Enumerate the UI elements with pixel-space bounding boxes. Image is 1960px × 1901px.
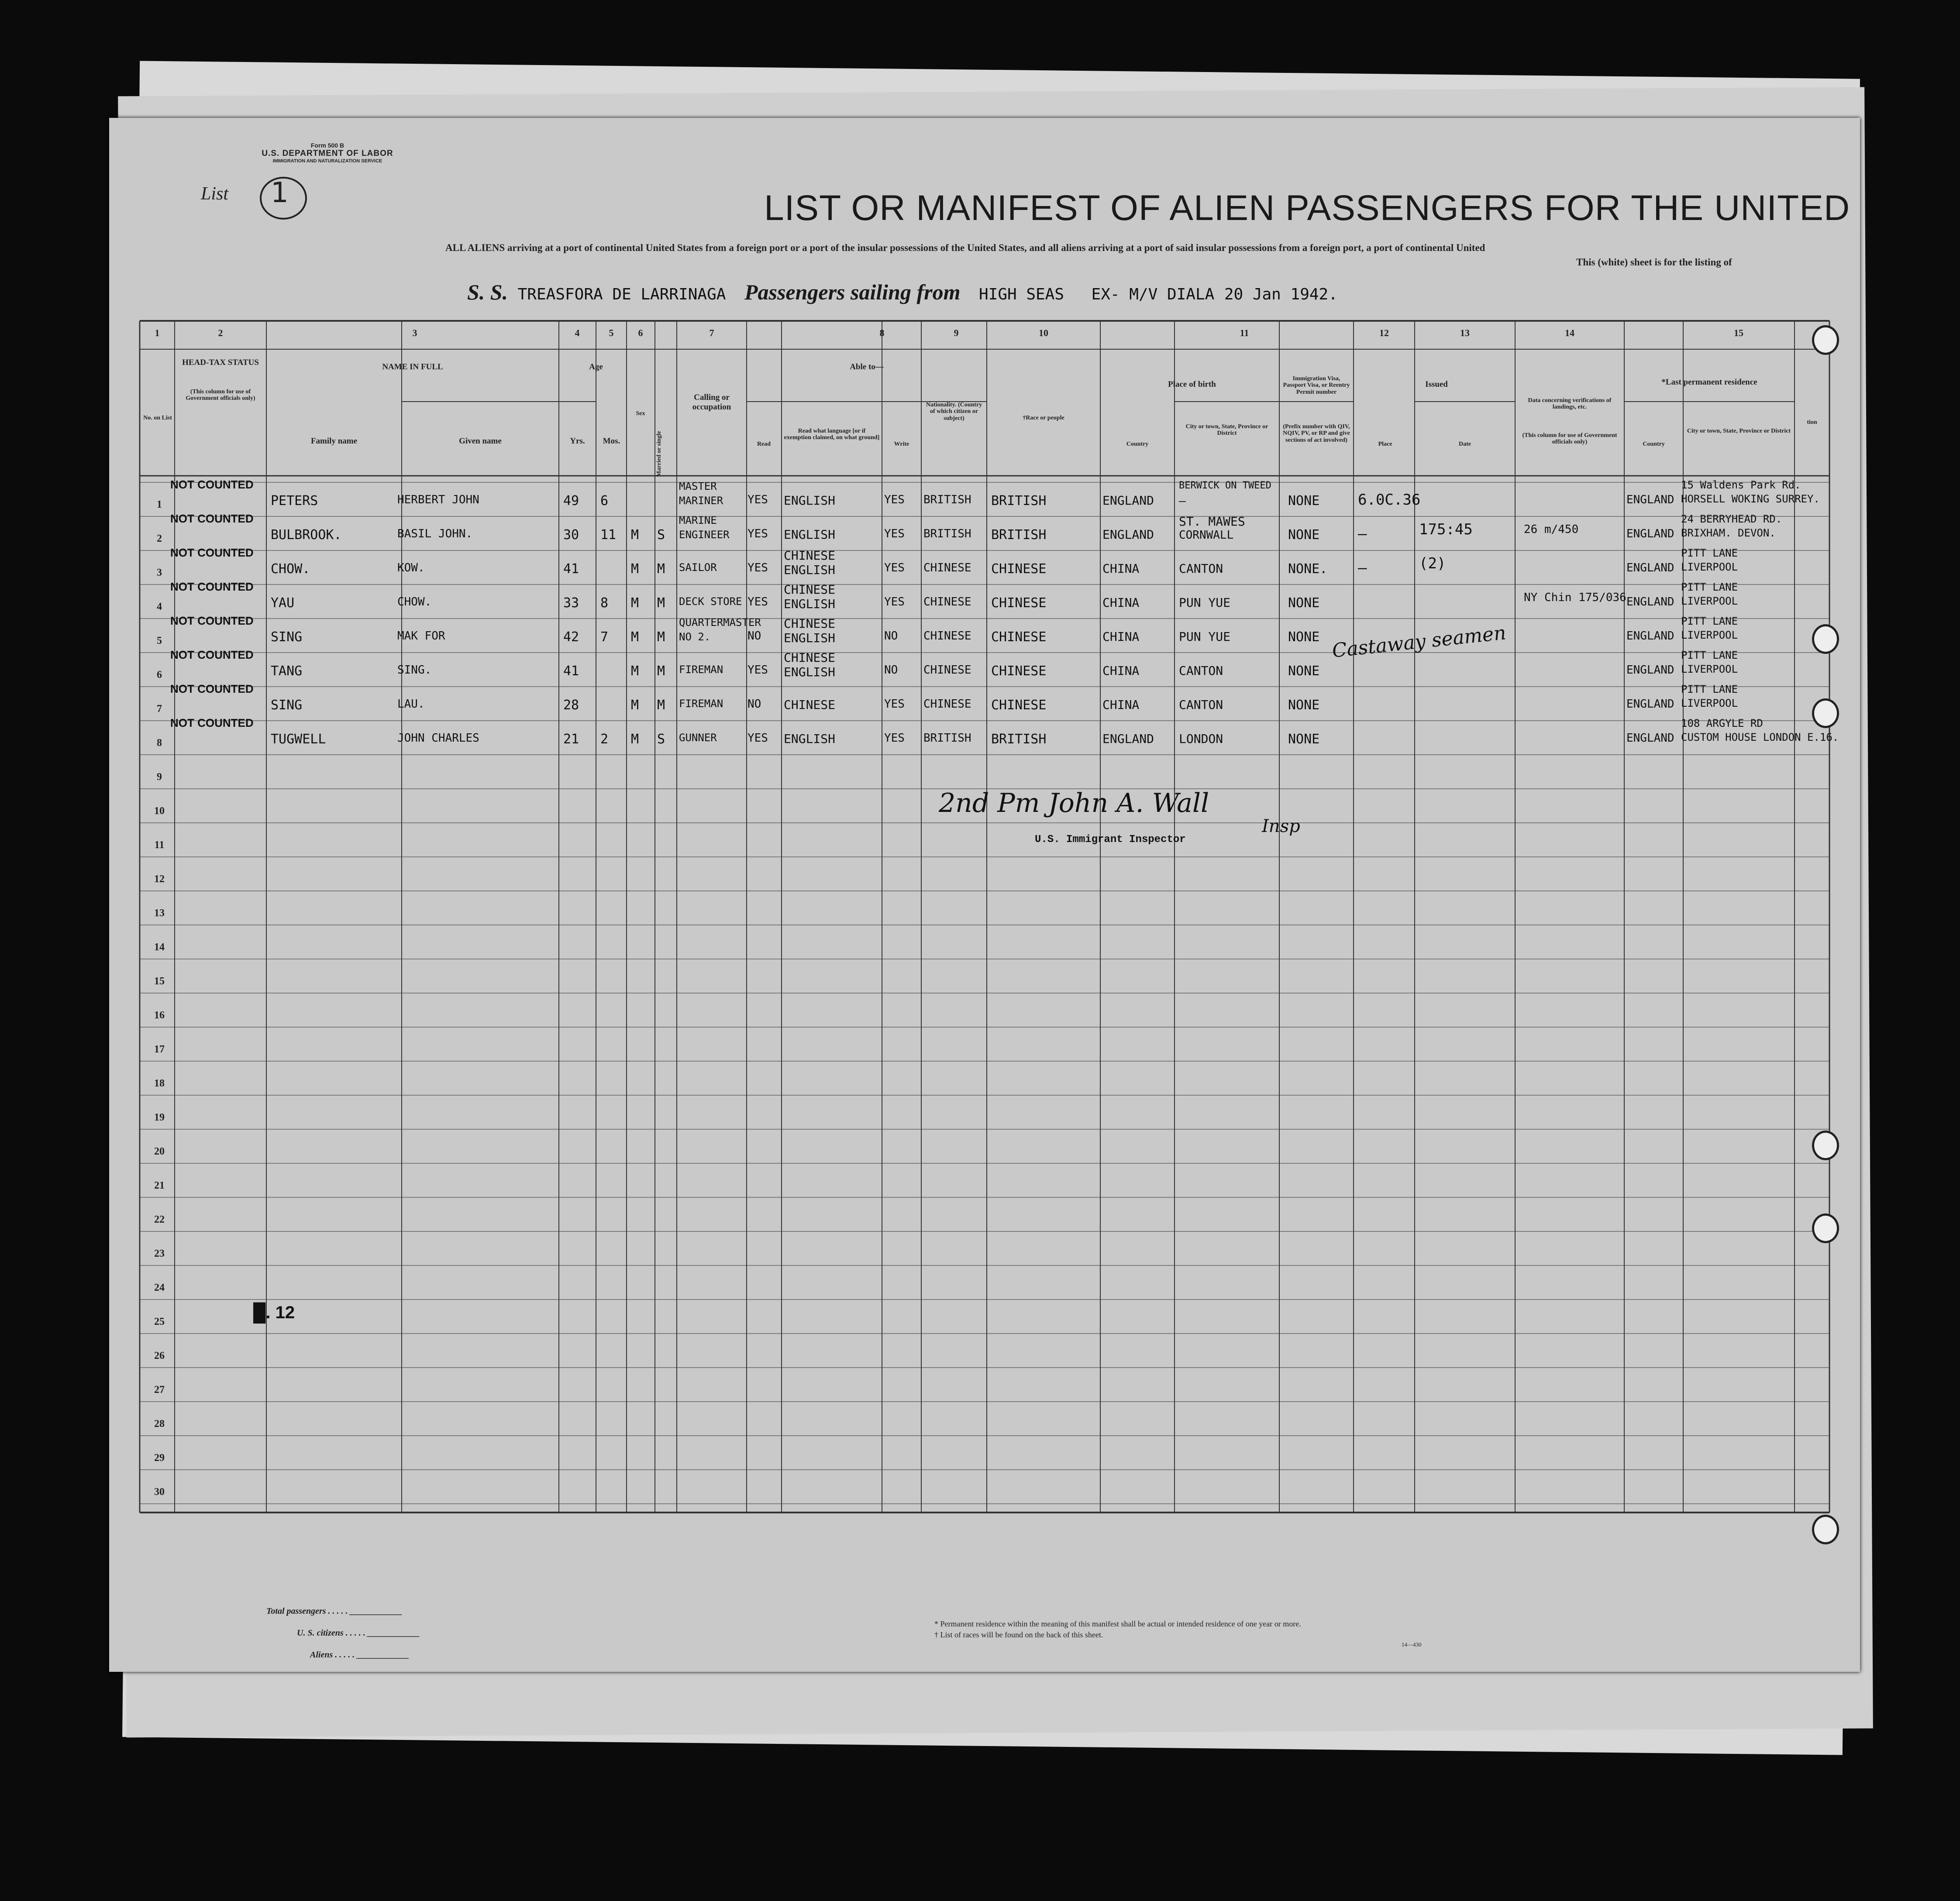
header-cut-off: tion [1807, 419, 1817, 426]
cell-lang: CHINESE [784, 650, 836, 665]
header-res-city: City or town, State, Province or District [1687, 428, 1791, 434]
header-last-residence: *Last permanent residence [1661, 378, 1757, 387]
cell-mos: 7 [600, 629, 609, 645]
punch-hole-icon [1812, 1213, 1839, 1243]
cell-family: TANG [271, 663, 303, 679]
cell-given: HERBERT JOHN [397, 493, 479, 506]
cell-status: NOT COUNTED [170, 478, 254, 491]
cell-res-country: ENGLAND [1626, 663, 1674, 677]
cell-yrs: 21 [563, 732, 579, 747]
row-number: 25 [154, 1316, 165, 1327]
cell-occ2: ENGINEER [679, 529, 730, 541]
cell-issued-date: (2) [1419, 555, 1446, 572]
column-number: 2 [218, 327, 223, 338]
row-number: 12 [154, 873, 165, 885]
row-number: 16 [154, 1010, 165, 1021]
cell-mos: 11 [600, 527, 617, 543]
footer-dots: . . . . . [345, 1628, 365, 1638]
cell-nationality: CHINESE [923, 561, 971, 574]
footer-aliens: Aliens . . . . . ____________ [310, 1650, 410, 1660]
cell-family: SING [271, 629, 303, 645]
cell-nationality: CHINESE [923, 595, 971, 608]
inspector-stamp: U.S. Immigrant Inspector [1035, 834, 1186, 846]
sailing-label: Passengers sailing from [744, 280, 961, 304]
header-mos: Mos. [603, 437, 620, 446]
cell-sex: M [631, 595, 639, 611]
cell-ms: S [657, 732, 665, 747]
cell-data: NY Chin 175/036 [1524, 591, 1626, 604]
cell-race: CHINESE [991, 561, 1047, 577]
cell-race: BRITISH [991, 527, 1047, 543]
column-number: 12 [1379, 327, 1389, 338]
cell-write: YES [884, 732, 905, 745]
header-write: Write [894, 441, 909, 447]
cell-lang: ENGLISH [784, 732, 836, 746]
cell-lang2: ENGLISH [784, 665, 836, 679]
cell-city: BERWICK ON TWEED [1179, 480, 1271, 491]
print-code: 14—430 [1402, 1641, 1422, 1648]
cell-read: YES [747, 493, 768, 506]
row-number: 26 [154, 1350, 165, 1361]
cell-lang: ENGLISH [784, 493, 836, 508]
cell-occ1: GUNNER [679, 732, 717, 744]
cell-ms: M [657, 698, 665, 713]
cell-status: NOT COUNTED [170, 648, 254, 661]
cell-race: CHINESE [991, 595, 1047, 611]
row-number: 18 [154, 1078, 165, 1089]
punch-hole-icon [1812, 624, 1839, 654]
row-number: 21 [154, 1180, 165, 1191]
department-name: U.S. DEPARTMENT OF LABOR [262, 149, 393, 158]
row-number: 19 [154, 1112, 165, 1123]
column-number: 6 [638, 327, 643, 338]
row-number: 29 [154, 1452, 165, 1464]
cell-status: NOT COUNTED [170, 614, 254, 627]
row-number: 14 [154, 942, 165, 953]
column-number: 1 [155, 327, 160, 338]
footer-total-label: Total passengers [266, 1606, 326, 1616]
cell-nationality: CHINESE [923, 629, 971, 643]
cell-res-city2: BRIXHAM. DEVON. [1681, 527, 1776, 539]
cell-res-city2: LIVERPOOL [1681, 663, 1738, 675]
header-data-note: (This column for use of Government officials only) [1522, 432, 1617, 446]
cell-status: NOT COUNTED [170, 716, 254, 729]
cell-nationality: BRITISH [923, 493, 971, 506]
cell-city: CANTON [1179, 698, 1223, 712]
cell-issued-place: 6.0C.36 [1358, 491, 1421, 509]
header-birth-country: Country [1126, 441, 1149, 447]
footer-aliens-label: Aliens [310, 1650, 333, 1660]
cell-issued-date: 175:45 [1419, 521, 1473, 538]
cell-lang: ENGLISH [784, 527, 836, 542]
row-number: 5 [157, 635, 162, 646]
subtitle-line-2: This (white) sheet is for the listing of [1576, 257, 1732, 268]
row-number: 6 [157, 669, 162, 681]
header-visa: Immigration Visa, Passport Visa, or Reentry Permit number [1283, 375, 1350, 395]
cell-occ1: FIREMAN [679, 698, 723, 710]
cell-given: BASIL JOHN. [397, 527, 473, 540]
column-number: 7 [709, 327, 714, 338]
cell-status: NOT COUNTED [170, 580, 254, 593]
cell-family: PETERS [271, 493, 318, 509]
cell-write: YES [884, 493, 905, 506]
cell-res-city: 108 ARGYLE RD [1681, 717, 1763, 729]
cell-write: YES [884, 698, 905, 711]
cell-res-country: ENGLAND [1626, 561, 1674, 574]
row-number: 2 [157, 533, 162, 544]
cell-nationality: CHINESE [923, 663, 971, 677]
row-number: 3 [157, 567, 162, 578]
cell-nationality: CHINESE [923, 698, 971, 711]
cell-mos: 2 [600, 732, 609, 747]
footer-dots: . . . . . [328, 1606, 348, 1616]
column-number: 8 [879, 327, 885, 338]
header-married: Married or single [656, 431, 662, 477]
cell-mos: 8 [600, 595, 609, 611]
cell-given: MAK FOR [397, 629, 445, 643]
cell-sex: M [631, 732, 639, 747]
cell-country: CHINA [1102, 561, 1140, 576]
header-yrs: Yrs. [570, 437, 585, 446]
cell-yrs: 30 [563, 527, 579, 543]
cell-occ2: MARINER [679, 495, 723, 507]
cell-lang: CHINESE [784, 616, 836, 631]
column-number: 9 [954, 327, 959, 338]
punch-hole-icon [1812, 698, 1839, 728]
cell-res-city: PITT LANE [1681, 683, 1738, 695]
cell-res-city2: LIVERPOOL [1681, 697, 1738, 709]
punch-hole-icon [1812, 1515, 1839, 1544]
row-number: 30 [154, 1486, 165, 1498]
subtitle-line-1: ALL ALIENS arriving at a port of continental United States from a foreign port or a port of the insular possessions of the United States, and all aliens arriving at a port of said insular possessions from a foreign port, a port of continental United [445, 242, 1485, 253]
cell-given: LAU. [397, 698, 425, 711]
header-head-tax-note: (This column for use of Government officials only) [186, 388, 255, 402]
header-res-country: Country [1643, 441, 1665, 447]
manifest-sheet [109, 118, 1860, 1672]
form-number: Form 500 B [310, 142, 344, 149]
cell-lang2: ENGLISH [784, 631, 836, 645]
footer-dots: . . . . . [335, 1650, 355, 1660]
cell-yrs: 42 [563, 629, 579, 645]
cell-res-city: PITT LANE [1681, 615, 1738, 627]
cell-yrs: 41 [563, 663, 579, 679]
cell-visa: NONE [1288, 493, 1320, 509]
cell-country: CHINA [1102, 698, 1140, 712]
cell-res-country: ENGLAND [1626, 595, 1674, 608]
cell-race: BRITISH [991, 732, 1047, 747]
header-nationality: Nationality. (Country of which citizen or subject) [926, 402, 982, 422]
cell-res-city2: LIVERPOOL [1681, 595, 1738, 607]
cell-ms: M [657, 663, 665, 679]
cell-sex: M [631, 698, 639, 713]
list-label: List [201, 184, 229, 204]
header-no-on-list: No. on List [143, 415, 172, 421]
cell-issued-place: — [1358, 525, 1367, 543]
cell-country: ENGLAND [1102, 493, 1154, 508]
row-number: 9 [157, 771, 162, 783]
header-name-in-full: NAME IN FULL [382, 362, 443, 371]
ship-name: TREASFORA DE LARRINAGA [517, 285, 726, 303]
cell-read: YES [747, 561, 768, 574]
row-number: 13 [154, 908, 165, 919]
row-number: 28 [154, 1418, 165, 1430]
cell-race: CHINESE [991, 698, 1047, 713]
cell-occ1: FIREMAN [679, 663, 723, 676]
cell-lang2: ENGLISH [784, 563, 836, 577]
row-number: 22 [154, 1214, 165, 1225]
cell-visa: NONE [1288, 732, 1320, 747]
cell-visa: NONE [1288, 698, 1320, 713]
cell-data: 26 m/450 [1524, 523, 1579, 536]
cell-city: LONDON [1179, 732, 1223, 746]
cell-status: NOT COUNTED [170, 512, 254, 525]
cell-mos: 6 [600, 493, 609, 509]
cell-visa: NONE [1288, 629, 1320, 645]
column-number: 13 [1460, 327, 1470, 338]
cell-sex: M [631, 629, 639, 645]
header-calling: Calling or occupation [692, 393, 731, 412]
header-head-tax: HEAD-TAX STATUS [182, 358, 259, 367]
column-number: 11 [1240, 327, 1249, 338]
inspector-signature: 2nd Pm John A. Wall [939, 788, 1209, 818]
manifest-date: 20 Jan 1942. [1224, 285, 1338, 303]
cell-country: CHINA [1102, 629, 1140, 644]
row-number: 8 [157, 737, 162, 749]
cell-res-country: ENGLAND [1626, 493, 1674, 506]
cell-given: KOW. [397, 561, 425, 574]
header-age: Age [589, 362, 603, 371]
row-number: 7 [157, 703, 162, 715]
castaway-note: Castaway seamen [1331, 622, 1507, 662]
row-number: 10 [154, 805, 165, 817]
row-number: 15 [154, 976, 165, 987]
cell-read: NO [747, 629, 761, 643]
cell-country: ENGLAND [1102, 527, 1154, 542]
cell-write: NO [884, 629, 898, 643]
service-name: IMMIGRATION AND NATURALIZATION SERVICE [272, 158, 382, 164]
cell-res-country: ENGLAND [1626, 527, 1674, 540]
cell-country: ENGLAND [1102, 732, 1154, 746]
cell-visa: NONE. [1288, 561, 1328, 577]
cell-given: JOHN CHARLES [397, 732, 479, 745]
cell-family: SING [271, 698, 303, 713]
footer-us-label: U. S. citizens [297, 1628, 344, 1638]
cell-city2: CORNWALL [1179, 529, 1234, 542]
cell-given: SING. [397, 663, 432, 677]
cell-city: PUN YUE [1179, 629, 1231, 644]
cell-res-city: 15 Waldens Park Rd. [1681, 479, 1801, 491]
cell-read: YES [747, 663, 768, 677]
cell-lang: CHINESE [784, 548, 836, 563]
cell-status: NOT COUNTED [170, 546, 254, 559]
sailing-from: HIGH SEAS [978, 285, 1064, 303]
cell-read: NO [747, 698, 761, 711]
cell-res-city: PITT LANE [1681, 547, 1738, 559]
column-number: 14 [1565, 327, 1574, 338]
header-birth-city: City or town, State, Province or District [1185, 423, 1268, 437]
column-number: 3 [412, 327, 417, 338]
header-issued: Issued [1425, 380, 1448, 389]
cell-res-city: PITT LANE [1681, 649, 1738, 661]
cell-nationality: BRITISH [923, 527, 971, 540]
cell-yrs: 49 [563, 493, 579, 509]
cell-occ1: DECK STORE [679, 595, 742, 608]
cell-write: YES [884, 595, 905, 608]
count-mark: █. 12 [253, 1303, 295, 1322]
row-number: 11 [154, 839, 165, 851]
cell-issued-place: — [1358, 559, 1367, 577]
cell-yrs: 33 [563, 595, 579, 611]
footer-total-passengers: Total passengers . . . . . ____________ [266, 1606, 403, 1616]
cell-res-country: ENGLAND [1626, 629, 1674, 643]
cell-res-city2: LIVERPOOL [1681, 561, 1738, 573]
cell-race: CHINESE [991, 663, 1047, 679]
cell-occ1: MASTER [679, 480, 717, 492]
header-read-language: Read what language [or if exemption claimed, on what ground] [784, 428, 880, 441]
row-number: 1 [157, 499, 162, 510]
header-place-of-birth: Place of birth [1168, 380, 1216, 389]
header-able-to: Able to— [850, 362, 884, 371]
cell-yrs: 41 [563, 561, 579, 577]
cell-nationality: BRITISH [923, 732, 971, 745]
cell-city: CANTON [1179, 561, 1223, 576]
list-number: 1 [271, 177, 289, 209]
header-given-name: Given name [459, 437, 502, 446]
cell-family: YAU [271, 595, 295, 611]
header-sex: Sex [636, 410, 645, 417]
row-number: 27 [154, 1384, 165, 1396]
cell-race: BRITISH [991, 493, 1047, 509]
header-issued-place: Place [1378, 441, 1392, 447]
cell-read: YES [747, 595, 768, 608]
cell-read: YES [747, 732, 768, 745]
cell-lang2: ENGLISH [784, 597, 836, 611]
row-number: 4 [157, 601, 162, 612]
cell-lang: CHINESE [784, 582, 836, 597]
cell-occ2: NO 2. [679, 631, 711, 643]
column-number: 5 [609, 327, 614, 338]
cell-city2: — [1179, 495, 1186, 508]
page-title: LIST OR MANIFEST OF ALIEN PASSENGERS FOR THE UNITED [764, 188, 1850, 228]
inspector-signature-extra: Insp [1262, 816, 1300, 836]
cell-sex: M [631, 527, 639, 543]
cell-ms: M [657, 561, 665, 577]
cell-write: YES [884, 561, 905, 574]
row-number: 20 [154, 1146, 165, 1157]
cell-occ1: MARINE [679, 514, 717, 526]
cell-read: YES [747, 527, 768, 540]
cell-given: CHOW. [397, 595, 432, 608]
header-family-name: Family name [310, 437, 358, 446]
footnote-residence: * Permanent residence within the meaning of this manifest shall be actual or intended residence of one year or more. [934, 1619, 1301, 1628]
ss-label: S. S. [467, 280, 508, 304]
cell-race: CHINESE [991, 629, 1047, 645]
cell-city: PUN YUE [1179, 595, 1231, 610]
column-number: 15 [1734, 327, 1743, 338]
cell-res-city2: CUSTOM HOUSE LONDON E.16. [1681, 731, 1839, 743]
cell-res-city2: HORSELL WOKING SURREY. [1681, 493, 1820, 505]
cell-country: CHINA [1102, 663, 1140, 678]
cell-sex: M [631, 663, 639, 679]
cell-ms: S [657, 527, 665, 543]
cell-res-city2: LIVERPOOL [1681, 629, 1738, 641]
cell-ms: M [657, 595, 665, 611]
column-number: 10 [1039, 327, 1048, 338]
column-number: 4 [575, 327, 580, 338]
header-read: Read [757, 441, 771, 447]
cell-city: CANTON [1179, 663, 1223, 678]
cell-write: NO [884, 663, 898, 677]
cell-res-city: 24 BERRYHEAD RD. [1681, 513, 1782, 525]
cell-visa: NONE [1288, 527, 1320, 543]
cell-sex: M [631, 561, 639, 577]
header-visa-note: (Prefix number with QIV, NQIV, PV, or RP and give sections of act involved) [1283, 423, 1350, 443]
punch-hole-icon [1812, 1131, 1839, 1160]
cell-res-country: ENGLAND [1626, 732, 1674, 745]
header-issued-date: Date [1459, 441, 1471, 447]
cell-write: YES [884, 527, 905, 540]
footnote-races: † List of races will be found on the back of this sheet. [934, 1630, 1103, 1639]
cell-city: ST. MAWES [1179, 514, 1245, 529]
cell-lang: CHINESE [784, 698, 836, 712]
row-number: 17 [154, 1044, 165, 1055]
cell-status: NOT COUNTED [170, 682, 254, 695]
cell-family: TUGWELL [271, 732, 326, 747]
cell-family: BULBROOK. [271, 527, 342, 543]
cell-occ1: SAILOR [679, 561, 717, 574]
cell-ms: M [657, 629, 665, 645]
punch-hole-icon [1812, 325, 1839, 355]
footer-us-citizens: U. S. citizens . . . . . ____________ [297, 1628, 420, 1638]
cell-visa: NONE [1288, 663, 1320, 679]
cell-family: CHOW. [271, 561, 310, 577]
ex-vessel: EX- M/V DIALA [1091, 285, 1215, 303]
cell-res-country: ENGLAND [1626, 698, 1674, 711]
cell-country: CHINA [1102, 595, 1140, 610]
row-number: 23 [154, 1248, 165, 1259]
row-number: 24 [154, 1282, 165, 1293]
cell-visa: NONE [1288, 595, 1320, 611]
cell-res-city: PITT LANE [1681, 581, 1738, 593]
header-data-concerning: Data concerning verifications of landings, etc. [1528, 397, 1612, 411]
cell-occ1: QUARTERMASTER [679, 616, 761, 629]
header-race: †Race or people [1023, 415, 1064, 421]
cell-yrs: 28 [563, 698, 579, 713]
table-grid [109, 118, 1860, 1672]
count-mark-number: 12 [275, 1303, 295, 1322]
